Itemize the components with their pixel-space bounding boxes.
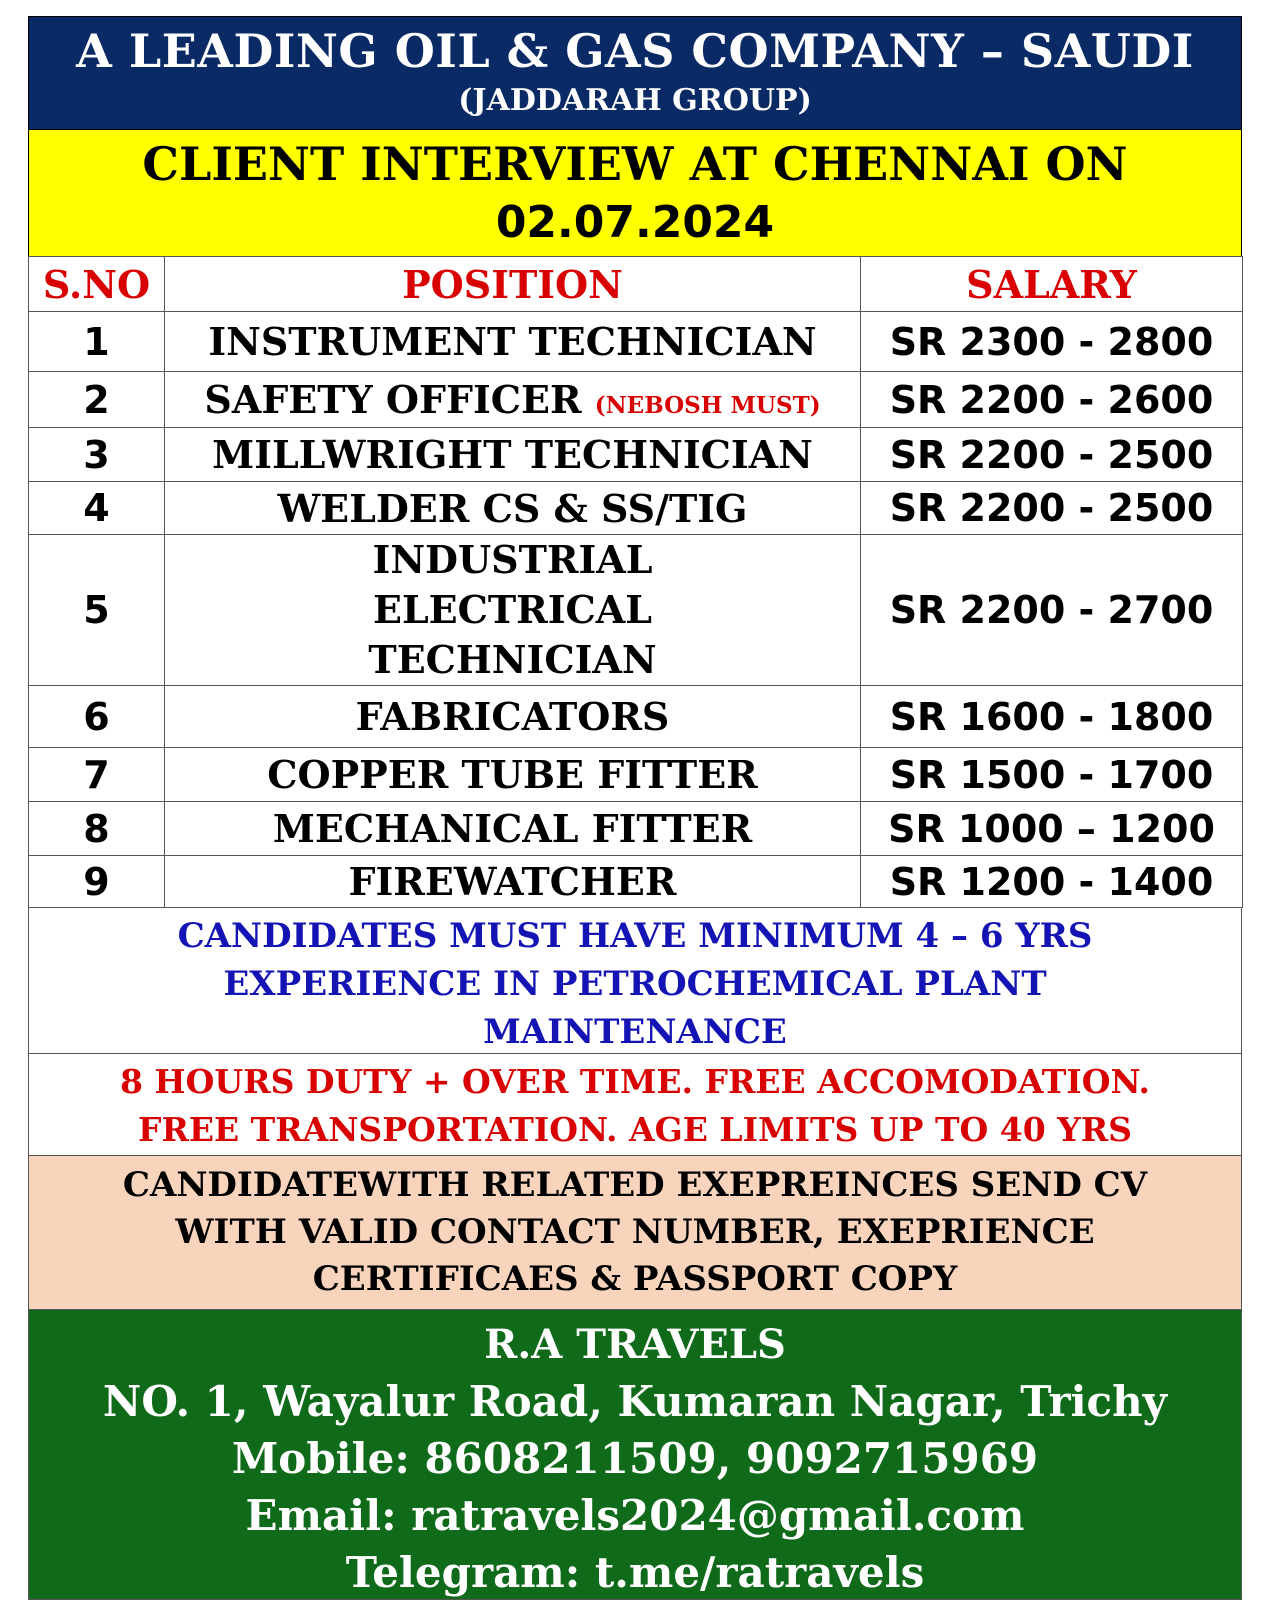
row-position: WELDER CS & SS/TIG <box>165 482 861 535</box>
job-poster <box>28 16 1242 1600</box>
row-salary: SR 1000 – 1200 <box>861 802 1243 856</box>
row-sno: 7 <box>29 748 165 802</box>
row-position-cell <box>165 372 861 428</box>
agency-mobile: Mobile: 8608211509, 9092715969 <box>231 1434 1039 1483</box>
row-salary: SR 2200 - 2700 <box>861 535 1243 686</box>
row-salary: SR 1600 - 1800 <box>861 686 1243 748</box>
table-row <box>29 856 1243 908</box>
agency-email: Email: ratravels2024@gmail.com <box>245 1491 1025 1540</box>
company-group: (JADDARAH GROUP) <box>458 83 812 118</box>
row-sno: 1 <box>29 312 165 372</box>
row-salary: SR 1200 - 1400 <box>861 856 1243 908</box>
row-sno: 8 <box>29 802 165 856</box>
benefits-line: 8 HOURS DUTY + OVER TIME. FREE ACCOMODATION. <box>119 1062 1151 1101</box>
benefits-line: FREE TRANSPORTATION. AGE LIMITS UP TO 40 YRS <box>138 1110 1132 1149</box>
table-row <box>29 482 1243 535</box>
row-position: FIREWATCHER <box>165 856 861 908</box>
row-position: SAFETY OFFICER <box>204 377 582 422</box>
requirements-line: EXPERIENCE IN PETROCHEMICAL PLANT <box>223 964 1047 1004</box>
contact-block <box>28 1310 1242 1600</box>
agency-address: NO. 1, Wayalur Road, Kumaran Nagar, Trichy <box>102 1377 1168 1426</box>
row-sno: 9 <box>29 856 165 908</box>
interview-location: CLIENT INTERVIEW AT CHENNAI ON <box>142 137 1128 191</box>
requirements-line: CANDIDATES MUST HAVE MINIMUM 4 – 6 YRS <box>177 916 1093 956</box>
row-position: COPPER TUBE FITTER <box>165 748 861 802</box>
apply-line: CERTIFICAES & PASSPORT COPY <box>312 1259 958 1299</box>
table-row <box>29 802 1243 856</box>
row-sno: 5 <box>29 535 165 686</box>
header-salary: SALARY <box>861 257 1243 312</box>
row-salary: SR 2200 - 2600 <box>861 372 1243 428</box>
row-salary: SR 1500 - 1700 <box>861 748 1243 802</box>
row-salary: SR 2300 - 2800 <box>861 312 1243 372</box>
apply-line: CANDIDATEWITH RELATED EXEPREINCES SEND CV <box>122 1165 1148 1205</box>
apply-instructions <box>28 1156 1242 1310</box>
row-salary: SR 2200 - 2500 <box>861 428 1243 482</box>
header-sno: S.NO <box>29 257 165 312</box>
table-row <box>29 748 1243 802</box>
row-position: INSTRUMENT TECHNICIAN <box>165 312 861 372</box>
table-row <box>29 535 1243 686</box>
benefits-note <box>28 1054 1242 1156</box>
row-position: FABRICATORS <box>165 686 861 748</box>
interview-date: 02.07.2024 <box>495 197 775 248</box>
row-position: INDUSTRIAL ELECTRICAL TECHNICIAN <box>165 535 861 686</box>
interview-banner <box>28 130 1242 256</box>
table-row <box>29 428 1243 482</box>
row-sno: 3 <box>29 428 165 482</box>
row-position: MILLWRIGHT TECHNICIAN <box>165 428 861 482</box>
row-sno: 2 <box>29 372 165 428</box>
table-row <box>29 686 1243 748</box>
row-salary: SR 2200 - 2500 <box>861 482 1243 535</box>
table-row <box>29 312 1243 372</box>
requirements-note <box>28 908 1242 1054</box>
row-position-note: (NEBOSH MUST) <box>594 392 821 419</box>
table-row <box>29 372 1243 428</box>
row-position: MECHANICAL FITTER <box>165 802 861 856</box>
agency-name: R.A TRAVELS <box>484 1321 786 1368</box>
table-header-row <box>29 257 1243 312</box>
apply-line: WITH VALID CONTACT NUMBER, EXEPRIENCE <box>175 1212 1095 1252</box>
requirements-line: MAINTENANCE <box>483 1012 787 1052</box>
row-sno: 4 <box>29 482 165 535</box>
company-header <box>28 16 1242 130</box>
positions-table <box>28 256 1243 908</box>
header-position: POSITION <box>165 257 861 312</box>
row-sno: 6 <box>29 686 165 748</box>
agency-telegram: Telegram: t.me/ratravels <box>345 1548 925 1597</box>
company-title: A LEADING OIL & GAS COMPANY – SAUDI <box>76 24 1194 78</box>
